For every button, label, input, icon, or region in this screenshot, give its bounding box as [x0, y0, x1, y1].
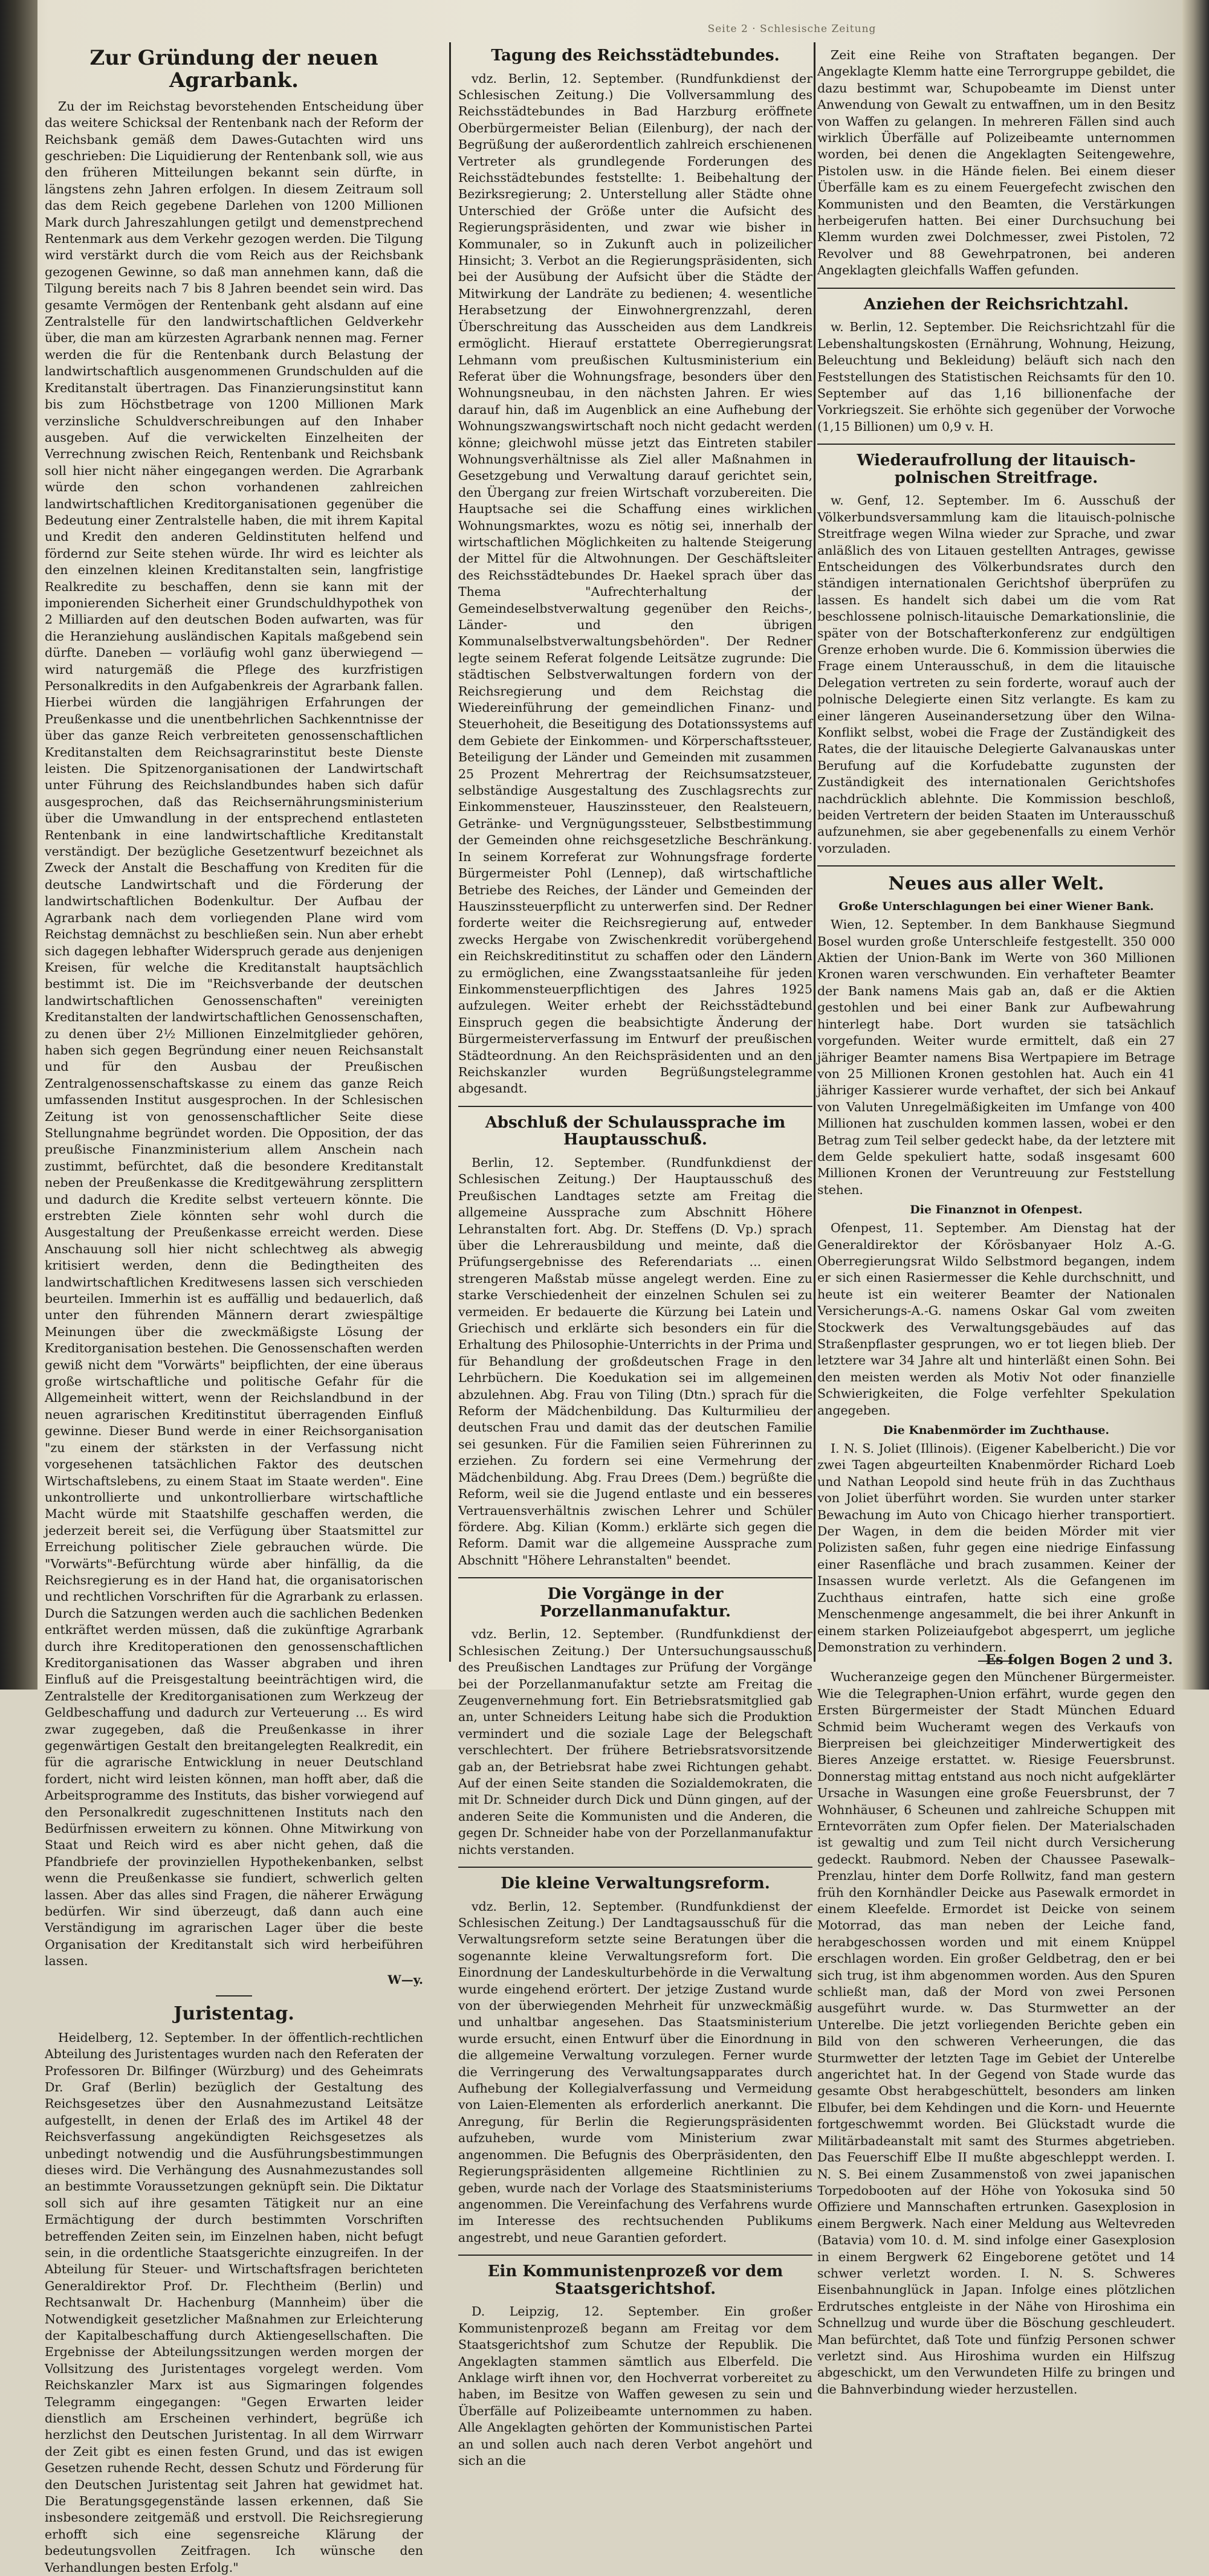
divider [817, 865, 1175, 867]
subheadline: Die Finanznot in Ofenpest. [910, 1203, 1083, 1217]
divider [458, 2255, 812, 2256]
article-body: Wien, 12. September. In dem Bankhause Siegmund Bosel wurden große Unterschleife festgestellt. 350 000 Aktien der Union-Bank im Werte von 360 Millionen Kronen waren verschwunden. Ein verhafteter Beamter der Bank namens Mais gab an, daß er die Aktien gestohlen und bei einer Bank zur Aufbewahrung hinterlegt habe. Dort wurden sie tatsächlich vorgefunden. Weiter wurde ermittelt, daß ein 27 jähriger Beamter namens Bisa Wertpapiere im Betrage von 25 Millionen Kronen gestohlen hat. Auch ein 41 jähriger Kassierer wurde verhaftet, der sich bei Ankauf von Valuten Unregelmäßigkeiten im Umfange von 400 Millionen hat zuschulden kommen lassen, wobei er den Betrag zum Teil selber gedeckt habe, da der letztere mit dem Gelde spekuliert hatte, sodaß insgesamt 600 Millionen Kronen der Veruntreuung zur Feststellung stehen. [817, 917, 1175, 1197]
divider [817, 444, 1175, 445]
headline: Die kleine Verwaltungsreform. [501, 1874, 770, 1893]
headline: Ein Kommunistenprozeß vor dem Staatsgerichtshof. [487, 2262, 783, 2298]
headline: Zur Gründung der neuen Agrarbank. [89, 46, 378, 93]
article-body: Ofenpest, 11. September. Am Dienstag hat der Generaldirektor der Kőrösbanyaer Holz A.-G. Oberregierungsrat Wildo Selbstmord begangen, indem er sich einen Rasiermesser die Kehle durchschnitt, und heute ist ein weiterer Beamter der Nationalen Versicherungs-A.-G. namens Oskar Gal vom zweiten Stockwerk des Verwaltungsgebäudes auf das Straßenpflaster gesprungen, wo er tot liegen blieb. Der letztere war 34 Jahre alt und hinterläßt einen Sohn. Bei den meisten werden als Motiv Not oder finanzielle Schwierigkeiten, die Folge verfehlter Spekulation angegeben. [817, 1221, 1175, 1418]
column-rule [814, 42, 815, 1662]
divider [216, 1995, 252, 1997]
article-juristentag [45, 2004, 423, 2576]
article-body: w. Berlin, 12. September. Die Reichsrichtzahl für die Lebenshaltungskosten (Ernährung, Wohnung, Heizung, Beleuchtung und Bekleidung) beläuft sich nach den Feststellungen des Statistischen Reichsamts für den 10. September auf das 1,16 billionenfache der Vorkriegszeit. Sie erhöhte sich gegenüber der Vorwoche (1,15 Billionen) um 0,9 v. H. [817, 320, 1175, 434]
article-body: Zu der im Reichstag bevorstehenden Entscheidung über das weitere Schicksal der Rentenbank nach der Reform der Reichsbank gemäß dem Dawes-Gutachten wird uns geschrieben: Die Liquidierung der Rentenbank soll, wie aus den früheren Mitteilungen bekannt sein dürfte, in längstens zehn Jahren erfolgen. In diesem Zeitraum soll das dem Reich gegebene Darlehen von 1200 Millionen Mark durch Jahreszahlungen getilgt und demenstprechend Rentenmark aus dem Verkehr gezogen werden. Die Tilgung wird verstärkt durch die vom Reich aus der Reichsbank gezogenen Gewinne, so daß man annehmen kann, daß die Tilgung bereits nach 7 bis 8 Jahren beendet sein wird. Das gesamte Vermögen der Rentenbank geht alsdann auf eine Zentralstelle für den landwirtschaftlichen Geldverkehr über, die man am kürzesten Agrarbank nennen mag. Ferner werden die für die Rentenbank durch Belastung der landwirtschaftlich ausgenommenen Grundschulden auf die Kreditanstalt übertragen. Das Finanzierungsinstitut kann bis zum Höchstbetrage von 1200 Millionen Mark verzinsliche Schuldverschreibungen auf den Inhaber ausgeben. Auf die verwickelten Einzelheiten der Verrechnung zwischen Reich, Rentenbank und Reichsbank soll hier nicht näher eingegangen werden. Die Agrarbank würde den schon vorhandenen zahlreichen landwirtschaftlichen Kreditorganisationen gegenüber die Bedeutung einer Zentralstelle haben, die mit ihrem Kapital und Kredit den anderen Geldinstituten helfend und fördernd zur Seite stehen würde. Ihr wird es leichter als den einzelnen kleinen Kreditanstalten sein, langfristige Realkredite zu beschaffen, denn sie kann mit der imponierenden Sicherheit einer Grundschuldhypothek von 2 Milliarden auf den deutschen Boden aufwarten, was für die Heranziehung ausländischen Kapitals maßgebend sein dürfte. Daneben — vorläufig wohl ganz überwiegend — wird naturgemäß die Pflege des kurzfristigen Personalkredits in den Aufgabenkreis der Agrarbank fallen. Hierbei würden die langjährigen Erfahrungen der Preußenkasse und die unentbehrlichen Sachkenntnisse der über das ganze Reich verbreiteten genossenschaftlichen Kreditanstalten dem Reichsagrarinstitut beste Dienste leisten. Die Spitzenorganisationen der Landwirtschaft unter Führung des Reichslandbundes haben sich dafür ausgesprochen, daß das Reichsernährungsministerium über die Umwandlung in der entsprechend entlasteten Rentenbank in eine landwirtschaftliche Kreditanstalt verständigt. Der bezügliche Gesetzentwurf bezeichnet als Zweck der Anstalt die Beschaffung von Krediten für die deutsche Landwirtschaft und die Förderung der landwirtschaftlichen Bodenkultur. Der Aufbau der Agrarbank nach dem vorliegenden Plane wird vom Reichstag demnächst zu beschließen sein. Nun aber erhebt sich dagegen lebhafter Widerspruch gerade aus denjenigen Kreisen, für welche die Kreditanstalt hauptsächlich bestimmt ist. Die im "Reichsverbande der deutschen landwirtschaftlichen Genossenschaften" vereinigten Kreditanstalten der landwirtschaftlichen Genossenschaften, zu denen über 2½ Millionen Einzelmitglieder gehören, haben sich gegen Begründung einer neuen Reichsanstalt und für den Ausbau der Preußischen Zentralgenossenschaftskasse zu einem das ganze Reich umfassenden Institut ausgesprochen. In der Schlesischen Zeitung ist von genossenschaftlicher Seite diese Stellungnahme begründet worden. Die Opposition, der das preußische Finanzministerium allem Anschein nach zustimmt, befürchtet, daß die besondere Kreditanstalt neben der Preußenkasse die Kreditgewährung zersplittern und dadurch die Kredite selbst verteuern könnte. Die erstrebten Ziele könnten sehr wohl durch die Ausgestaltung der Preußenkasse erreicht werden. Diese Anschauung soll hier nicht schlechtweg als abwegig kritisiert werden, denn die Bedingtheiten des landwirtschaftlichen Kreditwesens lassen sich verschieden beurteilen. Immerhin ist es auffällig und bedauerlich, daß unter den führenden Männern derart zwiespältige Meinungen über die zweckmäßigste Lösung der Kreditorganisation bestehen. Die Genossenschaften werden gewiß nicht dem "Vorwärts" beipflichten, der eine überaus große wirtschaftliche und politische Gefahr für die Allgemeinheit wittert, wenn der Reichslandbund in der neuen agrarischen Kreditinstitut überragenden Einfluß gewinne. Dieser Bund werde in einer Reichsorganisation "zu einem der stärksten in der Verfassung nicht vorgesehenen tatsächlichen Faktor des deutschen Wirtschaftslebens, zu einem Staat im Staate werden". Eine unkontrollierte und unkontrollierbare wirtschaftliche Macht würde mit Staatshilfe geschaffen werden, die jederzeit bereit sei, die Verfügung über Staatsmittel zur Erreichung politischer Ziele gebrauchen würde. Die "Vorwärts"-Befürchtung würde aber hinfällig, da die Reichsregierung es in der Hand hat, die organisatorischen und rechtlichen Vorschriften für die Agrarbank zu erlassen. Durch die Satzungen werden auch die sachlichen Bedenken entkräftet werden müssen, daß die zukünftige Agrarbank durch ihre Kreditoperationen den genossenschaftlichen Kreditorganisationen das Wasser abgraben und ihren Einfluß auf die Preisgestaltung beeinträchtigen wird, die Zentralstelle der Kreditorganisationen zum Werkzeug der Geldbeschaffung und dadurch zur Verteuerung ... Es wird zwar zugegeben, daß die Preußenkasse in ihrer gegenwärtigen Gestalt den breitangelegten Realkredit, ein für die agrarische Entwicklung in neuer Deutschland fordert, nicht wird leisten können, man hofft aber, daß die Arbeitsprogramme des Instituts, das bisher vorwiegend auf den Personalkredit zugeschnittenen Instituts nach den Bedürfnissen erweitern zu können. Ohne Mitwirkung von Staat und Reich wird es aber nicht gehen, daß die Pfandbriefe der provinziellen Hypothekenbanken, selbst wenn die Preußenkasse sie fundiert, schwerlich gelten lassen. Aber das alles sind Fragen, die näherer Erwägung bedürfen. Wir sind überzeugt, daß dann auch eine Verständigung im agrarischen Lager über die beste Organisation der Kreditanstalt sich wird herbeiführen lassen. [45, 98, 423, 1969]
article-porzellanmanufaktur [458, 1586, 812, 1858]
article-body: Heidelberg, 12. September. In der öffentlich-rechtlichen Abteilung des Juristentages wurden nach den Referaten der Professoren Dr. Bilfinger (Würzburg) und des Geheimrats Dr. Graf (Berlin) bezüglich der Gestaltung des Reichsgesetzes über den Ausnahmezustand Leitsätze aufgestellt, in denen der Erlaß des im Artikel 48 der Reichsverfassung angekündigten Reichsgesetzes als unbedingt notwendig und die Ausführungsbestimmungen dieses wird. Die Verhängung des Ausnahmezustandes soll an bestimmte Voraussetzungen geknüpft sein. Die Diktatur soll sich auf ihre gesamten Tätigkeit nur an eine Ermächtigung der durch bestimmten Vorschriften betreffenden Zeiten sein, im Einzelnen haben, nicht befugt sein, in die ordentliche Staatsgerichte einzugreifen. In der Abteilung für Steuer- und Wirtschaftsfragen berichteten Generaldirektor Prof. Dr. Flechtheim (Berlin) und Rechtsanwalt Dr. Hachenburg (Mannheim) über die Notwendigkeit gesetzlicher Maßnahmen zur Erleichterung der Kapitalbeschaffung durch Aktiengesellschaften. Die Ergebnisse der Abteilungssitzungen werden morgen der Vollsitzung des Juristentages vorgelegt werden. Vom Reichskanzler Marx ist aus Sigmaringen folgendes Telegramm eingegangen: "Gegen Erwarten leider dienstlich am Erscheinen verhindert, begrüße ich herzlichst den Deutschen Juristentag. In all dem Wirrwarr der Zeit gibt es einen festen Grund, und das ist ewigen Gesetzen ruhende Recht, dessen Schutz und Förderung für den Deutschen Juristentag seit Jahren hat gewidmet hat. Die Beratungsgegenstände lassen erkennen, daß Sie insbesondere zeitgemäß und erstvoll. Die Reichsregierung erhofft sich eine segensreiche Klärung der bedeutungsvollen Zeitfragen. Ich wünsche den Verhandlungen besten Erfolg." [45, 2030, 423, 2575]
divider [458, 1867, 812, 1868]
column-1 [45, 46, 423, 2575]
headline: Wiederaufrollung der litauisch-polnischen Streitfrage. [857, 451, 1136, 487]
article-reichsstaedtebund [458, 47, 812, 1097]
footer-note: Es folgen Bogen 2 und 3. [985, 1652, 1173, 1668]
article-verwaltungsreform [458, 1875, 812, 2246]
article-body: vdz. Berlin, 12. September. (Rundfunkdienst der Schlesischen Zeitung.) Der Landtagsausschuß für die Verwaltungsreform setzte seine Beratungen über die sogenannte kleine Verwaltungsreform fort. Die Einordnung der Landeskulturbehörde in die Verwaltung wurde eingehend erörtert. Der jetzige Zustand wurde von der überwiegenden Mehrheit für unzweckmäßig und unhaltbar angesehen. Das Staatsministerium wurde ersucht, einen Entwurf über die Einordnung in die allgemeine Verwaltung vorzulegen. Ferner wurde die Verringerung des Verwaltungsapparates durch Aufhebung der Kollegialverfassung und Vermeidung von Laien-Elementen als erforderlich anerkannt. Die Anregung, für Berlin die Regierungspräsidenten aufzuheben, wurde vom Ministerium zwar angenommen. Die Befugnis des Oberpräsidenten, den Regierungspräsidenten allgemeine Richtlinien zu geben, wurde nach der Vorlage des Staatsministeriums angenommen. Die Vereinfachung des Verfahrens wurde im Interesse des rechtsuchenden Publikums angestrebt, und neue Garantien gefordert. [458, 1899, 812, 2245]
divider [458, 1577, 812, 1578]
headline: Juristentag. [173, 2003, 294, 2024]
headline: Tagung des Reichsstädtebundes. [491, 47, 780, 65]
article-reichsrichtzahl [817, 296, 1175, 435]
subheadline: Große Unterschlagungen bei einer Wiener Bank. [838, 900, 1154, 914]
article-body: Wucheranzeige gegen den Münchener Bürgermeister. Wie die Telegraphen-Union erfährt, wurde gegen den Ersten Bürgermeister der Stadt München Eduard Schmid beim Wucheramt wegen des Verkaufs von Bierpreisen bei gleichzeitiger Minderwertigkeit des Bieres Anzeige erstattet. w. Riesige Feuersbrunst. Donnerstag mittag entstand aus noch nicht aufgeklärter Ursache in Wasungen eine große Feuersbrunst, der 7 Wohnhäuser, 6 Scheunen und zahlreiche Schuppen mit Erntevorräten zum Opfer fielen. Der Materialschaden ist gewaltig und zum Teil nicht durch Versicherung gedeckt. Raubmord. Neben der Chaussee Pasewalk–Prenzlau, hinter dem Dorfe Rollwitz, fand man gestern früh den Kornhändler Deicke aus Pasewalk ermordet in einem Kleefelde. Ermordet ist Deicke von seinem Motorrad, das man neben der Leiche fand, herabgeschossen worden und mit einem Knüppel erschlagen worden. Ein großer Geldbetrag, den er bei sich trug, ist ihm abgenommen worden. Aus den Spuren schließt man, daß der Mord von zwei Personen ausgeführt wurde. w. Das Sturmwetter an der Unterelbe. Die jetzt vorliegenden Berichte geben ein Bild von den schweren Verheerungen, die das Sturmwetter der letzten Tage im Gebiet der Unterelbe angerichtet hat. In der Gegend von Stade wurde das gesamte Obst herabgeschüttelt, besonders am linken Elbufer, bei dem Kehdingen und die Korn- und Heuernte fortgeschwemmt worden. Bei Glückstadt wurde die Militärbadeanstalt mit samt des Sturmes abgetrieben. Das Feuerschiff Elbe II mußte abgeschleppt werden. I. N. S. Bei einem Zusammenstoß von zwei japanischen Torpedobooten auf der Höhe von Yokosuka sind 50 Offiziere und Mannschaften ertrunken. Gasexplosion in einem Bergwerk. Nach einer Meldung aus Weltevreden (Batavia) vom 10. d. M. sind infolge einer Gasexplosion in einem Bergwerk 62 Eingeborene getötet und 14 schwer verletzt worden. I. N. S. Schweres Eisenbahnunglück in Japan. Infolge eines plötzlichen Erdrutsches entgleiste in der Nähe von Hiroshima ein Schnellzug und wurde über die Böschung geschleudert. Man befürchtet, daß Tote und fünfzig Personen schwer verletzt sind. Aus Hiroshima wurden ein Hilfszug abgeschickt, um den Verwundeten Hilfe zu bringen und die Bahnverbindung wieder herzustellen. [817, 1670, 1175, 2397]
headline: Anziehen der Reichsrichtzahl. [863, 295, 1129, 314]
column-rule [449, 42, 451, 1662]
book-binding [0, 0, 37, 1690]
divider [817, 288, 1175, 289]
article-continuation [817, 47, 1175, 279]
article-body: vdz. Berlin, 12. September. (Rundfunkdienst der Schlesischen Zeitung.) Die Vollversammlung des Reichsstädtebundes in Bad Harzburg eröffnete Oberbürgermeister Belian (Eilenburg), der nach der Begrüßung der außerordentlich zahlreich erschienenen Vertreter als grundlegende Forderungen des Reichsstädtebundes feststellte: 1. Beibehaltung der Bezirksregierung; 2. Unterstellung aller Städte ohne Unterschied der Größe unter die Aufsicht des Regierungspräsidenten, und zwar wie bisher in Kommunaler, so in Zukunft auch in polizeilicher Hinsicht; 3. Verbot an die Regierungspräsidenten, sich bei der Ausübung der Aufsicht über die Städte der Mitwirkung der Landräte zu bedienen; 4. wesentliche Herabsetzung der Einwohnergrenzzahl, deren Überschreitung das Ausscheiden aus dem Landkreis ermöglicht. Hierauf erstattete Oberregierungsrat Lehmann vom preußischen Kultusministerium ein Referat über die Wohnungsfrage, besonders über den Wohnungsneubau, in den nächsten Jahren. Er wies darauf hin, daß im Augenblick an eine Aufhebung der Wohnungszwangswirtschaft noch nicht gedacht werden könne; gleichwohl müsse jetzt das Eintreten stabiler Wohnungsverhältnisse als Ziel aller Maßnahmen in Gesetzgebung und Verwaltung darauf gerichtet sein, den Übergang zur freien Wirtschaft vorzubereiten. Die Hauptsache sei die Schaffung eines wirklichen Wohnungsmarktes, wozu es nötig sei, innerhalb der wirtschaftlichen Möglichkeiten zu haltende Steigerung der Mittel für die Altwohnungen. Der Geschäftsleiter des Reichsstädtebundes Dr. Haekel sprach über das Thema "Aufrechterhaltung der Gemeindeselbstverwaltung gegenüber den Reichs-, Länder- und den übrigen Kommunalselbstverwaltungsbehörden". Der Redner legte seinem Referat folgende Leitsätze zugrunde: Die städtischen Selbstverwaltungen fordern von der Reichsregierung und dem Reichstag die Wiedereinführung der gemeindlichen Finanz- und Steuerhoheit, die Beseitigung des Dotationssystems auf dem Gebiete der Einkommen- und Körperschaftssteuer, Beteiligung der Länder und Gemeinden mit zusammen 25 Prozent Mehrertrag der Reichsumsatzsteuer, selbständige Ausgestaltung des Zuschlagsrechts zur Einkommensteuer, Hauszinssteuer, den Realsteuern, Getränke- und Vergnügungssteuer, Selbstbestimmung der Gemeinden ohne reichsgesetzliche Beschränkung. In seinem Korreferat zur Wohnungsfrage forderte Bürgermeister Pohl (Lennep), daß wirtschaftliche Betriebe des Reiches, der Länder und Gemeinden der Hauszinssteuerpflicht zu unterwerfen sind. Der Redner forderte weiter die Reichsregierung auf, entweder zwecks Hergabe von Zwischenkredit vorübergehend ein Reichskreditinstitut zu schaffen oder den Ländern zu ermöglichen, eine Zwangsstaatsanleihe für jeden Einkommensteuerpflichtigen des Jahres 1925 aufzulegen. Weiter erhebt der Reichsstädtebund Einspruch gegen die beabsichtigte Änderung der Bürgermeisterverfassung im Entwurf der preußischen Städteordnung. An den Reichspräsidenten und an den Reichskanzler wurden Begrüßungstelegramme abgesandt. [458, 71, 812, 1096]
article-neues-aus-aller-welt [817, 874, 1175, 2398]
article-kommunistenprozess [458, 2263, 812, 2469]
running-head: Seite 2 · Schlesische Zeitung [707, 23, 877, 35]
article-body: vdz. Berlin, 12. September. (Rundfunkdienst der Schlesischen Zeitung.) Der Untersuchungsausschuß des Preußischen Landtages zur Prüfung der Vorgänge bei der Porzellanmanufaktur setzte am Freitag die Zeugenvernehmung fort. Ein Betriebsratsmitglied gab an, unter Schneiders Leitung habe sich die Produktion vermindert und die soziale Lage der Belegschaft verschlechtert. Der frühere Betriebsratsvorsitzende gab an, der Betriebsrat habe zwei Richtungen gehabt. Auf der einen Seite standen die Sozialdemokraten, die mit Dr. Schneider durch Dick und Dünn gingen, auf der anderen Seite die Kommunisten und die Anderen, die gegen Dr. Schneider habe von der Porzellanmanufaktur nichts verstanden. [458, 1627, 812, 1857]
divider [458, 1106, 812, 1107]
article-body: Zeit eine Reihe von Straftaten begangen. Der Angeklagte Klemm hatte eine Terrorgruppe gebildet, die dazu bestimmt war, Schupobeamte im Dienst unter Anwendung von Gewalt zu entwaffnen, um in den Besitz von Waffen zu gelangen. In mehreren Fällen sind auch wirklich Überfälle auf Polizeibeamte unternommen worden, bei denen die Angeklagten Seitengewehre, Pistolen usw. in die Hände fielen. Bei einem dieser Überfälle kam es zu einem Feuergefecht zwischen den Kommunisten und den Beamten, die Verstärkungen herbeigerufen hatten. Bei einer Durchsuchung bei Klemm wurden zwei Dolchmesser, zwei Pistolen, 72 Revolver und 88 Gewehrpatronen, bei anderen Angeklagten gleichfalls Waffen gefunden. [817, 48, 1175, 278]
article-body: Berlin, 12. September. (Rundfunkdienst der Schlesischen Zeitung.) Der Hauptausschuß des Preußischen Landtages setzte am Freitag die allgemeine Aussprache zum Abschnitt Höhere Lehranstalten fort. Abg. Dr. Steffens (D. Vp.) sprach über die Lehrerausbildung und meinte, daß die Prüfungsergebnisse des Referendariats ... einen strengeren Maßstab müsse angelegt werden. Eine zu starke Verschiedenheit der einzelnen Schulen sei zu vermeiden. Er bedauerte die Kürzung bei Latein und Griechisch und erklärte sich besonders ein für die Erhaltung des Philosophie-Unterrichts in der Prima und für Behandlung der großdeutschen Frage in den Lehrbüchern. Die Koedukation sei im allgemeinen abzulehnen. Abg. Frau von Tiling (Dtn.) sprach für die Reform der Mädchenbildung. Das Kulturmilieu der deutschen Frau und damit das der deutschen Familie sei gesunken. Für die Familien seien Führerinnen zu erziehen. Zu fordern sei eine Vermehrung der Mädchenbildung. Abg. Frau Drees (Dem.) begrüßte die Reform, weil sie die Jugend entlaste und ein besseres Vertrauensverhältnis zwischen Lehrer und Schüler fördere. Abg. Kilian (Komm.) erklärte sich gegen die Reform. Damit war die allgemeine Aussprache zum Abschnitt "Höhere Lehranstalten" beendet. [458, 1155, 812, 1567]
article-body: D. Leipzig, 12. September. Ein großer Kommunistenprozeß begann am Freitag vor dem Staatsgerichtshof zum Schutze der Republik. Die Angeklagten stammen sämtlich aus Elberfeld. Die Anklage wirft ihnen vor, den Hochverrat vorbereitet zu haben, im Besitze von Waffen gewesen zu sein und Überfälle auf Polizeibeamte unternommen zu haben. Alle Angeklagten gehörten der Kommunistischen Partei an und sollen auch nach deren Verbot angehört und sich an die [458, 2304, 812, 2468]
subheadline: Die Knabenmörder im Zuchthause. [883, 1424, 1110, 1438]
article-body: I. N. S. Joliet (Illinois). (Eigener Kabelbericht.) Die vor zwei Tagen abgeurteilten Knabenmörder Richard Loeb und Nathan Leopold sind heute früh in das Zuchthaus von Joliet überführt worden. Sie wurden unter starker Bewachung im Auto von Chicago hierher transportiert. Der Wagen, in dem die beiden Mörder mit vier Polizisten saßen, fuhr gegen eine niedrige Einfassung einer Rasenfläche und brach zusammen. Keiner der Insassen wurde verletzt. Als die Gefangenen im Zuchthaus eintrafen, hatte sich eine große Menschenmenge angesammelt, die bei ihrer Ankunft in einem starken Polizeiaufgebot abgesperrt, um jegliche Demonstration zu verhindern. [817, 1441, 1175, 1654]
headline: Neues aus aller Welt. [888, 873, 1104, 895]
article-litauen-polen [817, 452, 1175, 857]
headline: Abschluß der Schulaussprache im Hauptausschuß. [485, 1113, 786, 1149]
headline: Die Vorgänge in der Porzellanmanufaktur. [539, 1585, 731, 1621]
article-schulaussprache [458, 1114, 812, 1569]
article-agrarbank [45, 47, 423, 1987]
column-2 [458, 47, 812, 2468]
article-body: w. Genf, 12. September. Im 6. Ausschuß der Völkerbundsversammlung kam die litauisch-polnische Streitfrage wegen Wilna wieder zur Sprache, und zwar anläßlich des von Litauen gestellten Antrages, gewisse Entscheidungen des Völkerbundsrates durch den ständigen internationalen Gerichtshof überprüfen zu lassen. Es handelt sich dabei um die vom Rat beschlossene polnisch-litauische Demarkationslinie, die später von der Botschafterkonferenz zur endgültigen Grenze erhoben wurde. Die 6. Kommission überwies die Frage einem Unterausschuß, in dem die litauische Delegation vertreten zu sein forderte, worauf auch der polnische Delegierte einen Sitz verlangte. Es kam zu einer längeren Auseinandersetzung über den Wilna-Konflikt selbst, wobei die Frage der Zuständigkeit des Rates, die der litauische Delegierte Galvanauskas unter Berufung auf die Korfudebatte zugunsten der Zuständigkeit des internationalen Gerichtshofes nachdrücklich ablehnte. Die Kommission beschloß, beiden Vertretern der beiden Staaten im Unterausschuß aufzunehmen, sie aber gegebenenfalls zu einem Verhör vorzuladen. [817, 493, 1175, 856]
page-edge [1182, 0, 1209, 1690]
signature: W—y. [387, 1972, 423, 1987]
